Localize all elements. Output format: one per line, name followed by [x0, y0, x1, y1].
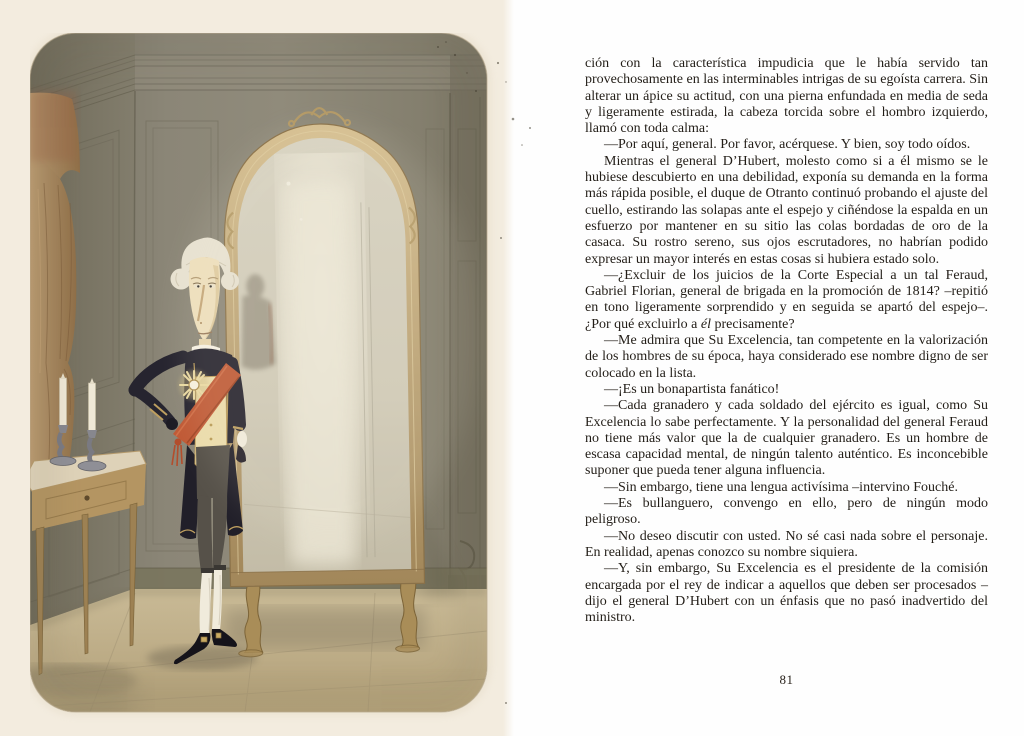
left-hand	[166, 418, 178, 430]
text-segment: precisamente?	[710, 316, 795, 332]
paragraph	[585, 154, 988, 268]
paragraph	[585, 268, 988, 333]
paragraph	[585, 496, 988, 529]
text-segment: —Es bullanguero, convengo en ello, pero de ningún modo peligroso.	[585, 496, 988, 528]
body-text	[585, 56, 988, 626]
text-column	[585, 56, 988, 626]
paragraph	[585, 398, 988, 479]
drawer-knob	[84, 495, 89, 500]
sash-tassel	[175, 439, 182, 446]
paragraph	[585, 56, 988, 137]
text-segment: él	[700, 316, 711, 332]
paragraph	[585, 529, 988, 562]
paragraph	[585, 480, 988, 496]
text-segment: —Por aquí, general. Por favor, acérquese. Y bien, soy todo oídos.	[604, 137, 971, 153]
text-segment: —Cada granadero y cada soldado del ejército es igual, como Su Excelencia lo sabe perfectamente. Y la personalidad del general Feraud no tiene más valor que la de cualquier granadero. Es un hombre de escasa capacidad mental, de ningún talento auténtico. Es inconcebible suponer que pueda tener alguna influencia.	[585, 398, 988, 479]
text-segment: —Sin embargo, tiene una lengua activísima –intervino Fouché.	[604, 479, 958, 495]
illustration-room	[30, 33, 487, 723]
cornice	[135, 55, 487, 90]
text-segment: —No deseo discutir con usted. No sé casi nada sobre el personaje. En realidad, apenas conozco su nombre siquiera.	[585, 528, 988, 560]
text-segment: —Y, sin embargo, Su Excelencia es el presidente de la comisión encargada por el rey de indicar a aquellos que deben ser procesados –dijo el general D’Hubert con un énfasis que no pasó inadvertido del ministro.	[585, 561, 988, 626]
text-segment: —¡Es un bonapartista fanático!	[604, 381, 780, 397]
paragraph	[585, 333, 988, 382]
text-segment: ción con la característica impudicia que le había servido tan provechosamente en las interminables intrigas de su egoísta carrera. Sin alterar un ápice su actitud, con una pierna enfundada en media de seda y ligeramente estirada, la cabeza torcida sobre el hombro izquierdo, llamó con toda calma:	[585, 56, 988, 137]
illustration	[30, 33, 540, 723]
paragraph	[585, 382, 988, 398]
text-segment: Mientras el general D’Hubert, molesto como si a él mismo se le hubiese descubierto en una debilidad, exponía su demanda en la forma más rápida posible, el duque de Otranto continuó probando el ajuste del cuello, estirando las solapas ante el espejo y ciñéndose la espalda en un esfuerzo por mantener en su sitio las colas bordadas de oro de la casaca. Su rostro sereno, sus ojos escrutadores, no habrían podido expresar un mayor interés en estas cosas si hubiera estado solo.	[585, 153, 988, 267]
text-segment: —Me admira que Su Excelencia, tan competente en la valorización de los hombres de su época, haya considerado ese nombre digno de ser colocado en la lista.	[585, 333, 988, 381]
right-page	[514, 0, 1024, 736]
paragraph	[585, 561, 988, 626]
page-number: 81	[779, 672, 794, 687]
text-segment: —¿Excluir de los juicios de la Corte Especial a un tal Feraud, Gabriel Florian, general de brigada en la promoción de 1814? –repitió en tono ligeramente sorprendido y en seguida se apartó del espejo–. ¿Por qué excluirlo a	[585, 267, 988, 332]
paragraph	[585, 137, 988, 153]
